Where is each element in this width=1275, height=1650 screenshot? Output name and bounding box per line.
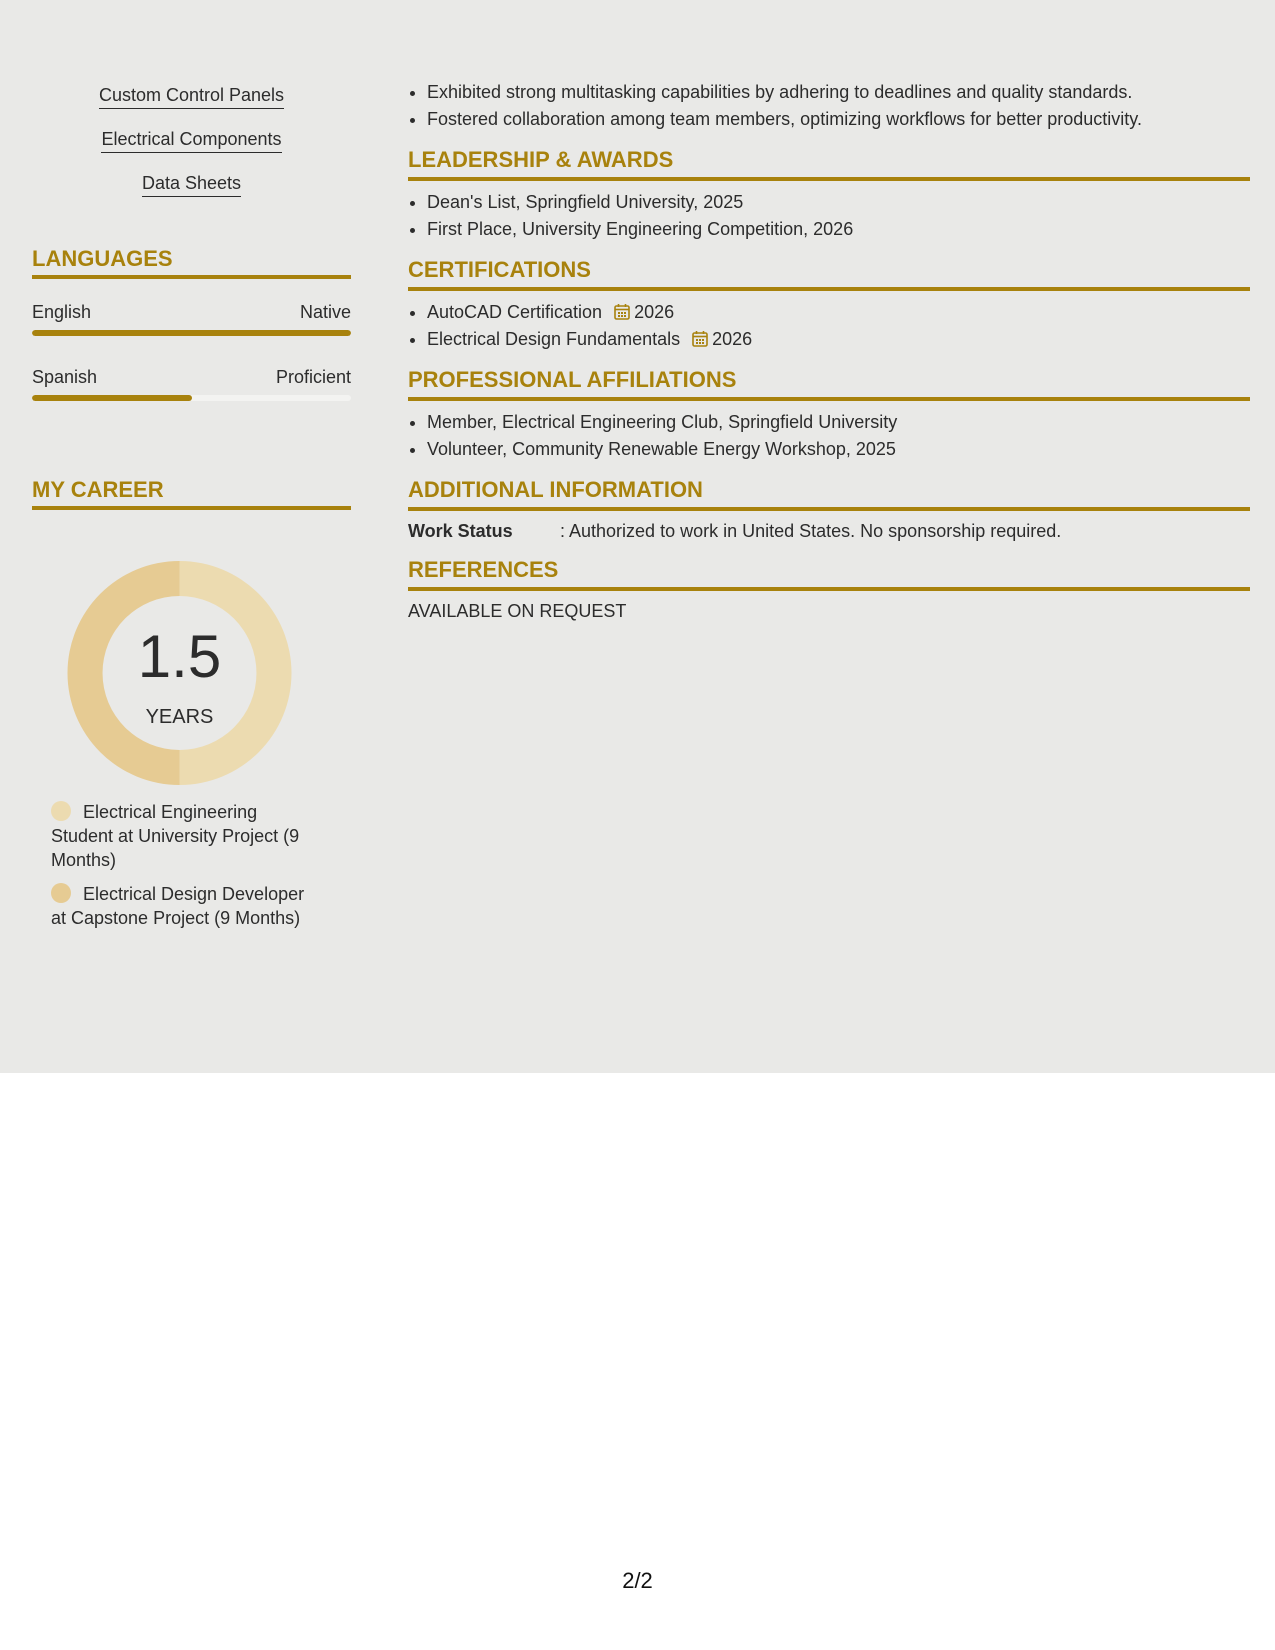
language-level: Native <box>299 302 351 322</box>
legend-item <box>51 800 321 872</box>
calendar-icon <box>692 330 708 347</box>
language-name: English <box>32 302 92 322</box>
language-bar-fill <box>32 330 351 336</box>
career-donut-chart <box>32 510 351 800</box>
work-status-row <box>408 519 1250 543</box>
leadership-list <box>408 189 1250 243</box>
legend-label: Electrical Engineering Student at University Project (9 Months) <box>51 802 300 870</box>
page-number: 2/2 <box>622 1568 653 1593</box>
career-total: 1.5 <box>137 623 222 690</box>
language-bar <box>32 395 351 401</box>
list-item: • Dean's List, Springfield University, 2025 <box>427 189 1250 216</box>
certification-year: 2026 <box>634 302 675 322</box>
list-item: • Member, Electrical Engineering Club, Springfield University <box>427 409 1250 436</box>
language-item <box>32 366 351 401</box>
affiliations-list <box>408 409 1250 463</box>
list-item: • Volunteer, Community Renewable Energy Workshop, 2025 <box>427 436 1250 463</box>
skill-tag[interactable]: Data Sheets <box>142 172 241 197</box>
career-unit: YEARS <box>145 706 214 728</box>
certification-name: AutoCAD Certification <box>427 302 603 322</box>
affiliations-heading: PROFESSIONAL AFFILIATIONS <box>408 367 1250 401</box>
leadership-heading: LEADERSHIP & AWARDS <box>408 147 1250 181</box>
skill-tags <box>32 84 351 216</box>
career-section <box>32 477 351 930</box>
legend-dot <box>51 801 71 821</box>
list-item <box>427 299 1250 326</box>
list-item: • Fostered collaboration among team members, optimizing workflows for better productivity. <box>427 106 1250 133</box>
languages-heading: LANGUAGES <box>32 246 351 279</box>
certification-name: Electrical Design Fundamentals <box>427 329 681 349</box>
right-column <box>408 79 1250 623</box>
certifications-heading: CERTIFICATIONS <box>408 257 1250 291</box>
languages-section <box>32 246 351 401</box>
calendar-icon <box>614 303 630 320</box>
references-text: AVAILABLE ON REQUEST <box>408 601 627 621</box>
career-legend <box>32 800 321 930</box>
legend-dot <box>51 883 71 903</box>
language-item <box>32 301 351 336</box>
list-item: • First Place, University Engineering Competition, 2026 <box>427 216 1250 243</box>
language-level: Proficient <box>275 367 351 387</box>
skill-tag[interactable]: Electrical Components <box>101 128 281 153</box>
list-item <box>427 326 1250 353</box>
language-bar <box>32 330 351 336</box>
language-name: Spanish <box>32 367 98 387</box>
skill-tag[interactable]: Custom Control Panels <box>99 84 284 109</box>
left-column <box>32 84 351 940</box>
certification-year: 2026 <box>712 329 753 349</box>
work-status-label: Work Status <box>408 521 513 541</box>
legend-label: Electrical Design Developer at Capstone Project (9 Months) <box>51 884 305 928</box>
list-item: • Exhibited strong multitasking capabilities by adhering to deadlines and quality standards. <box>427 79 1250 106</box>
certifications-list <box>408 299 1250 353</box>
language-bar-fill <box>32 395 192 401</box>
experience-bullets <box>408 79 1250 133</box>
career-heading: MY CAREER <box>32 477 351 510</box>
work-status-value: : Authorized to work in United States. No sponsorship required. <box>560 521 1062 541</box>
legend-item <box>51 882 321 930</box>
references-heading: REFERENCES <box>408 557 1250 591</box>
additional-info-heading: ADDITIONAL INFORMATION <box>408 477 1250 511</box>
